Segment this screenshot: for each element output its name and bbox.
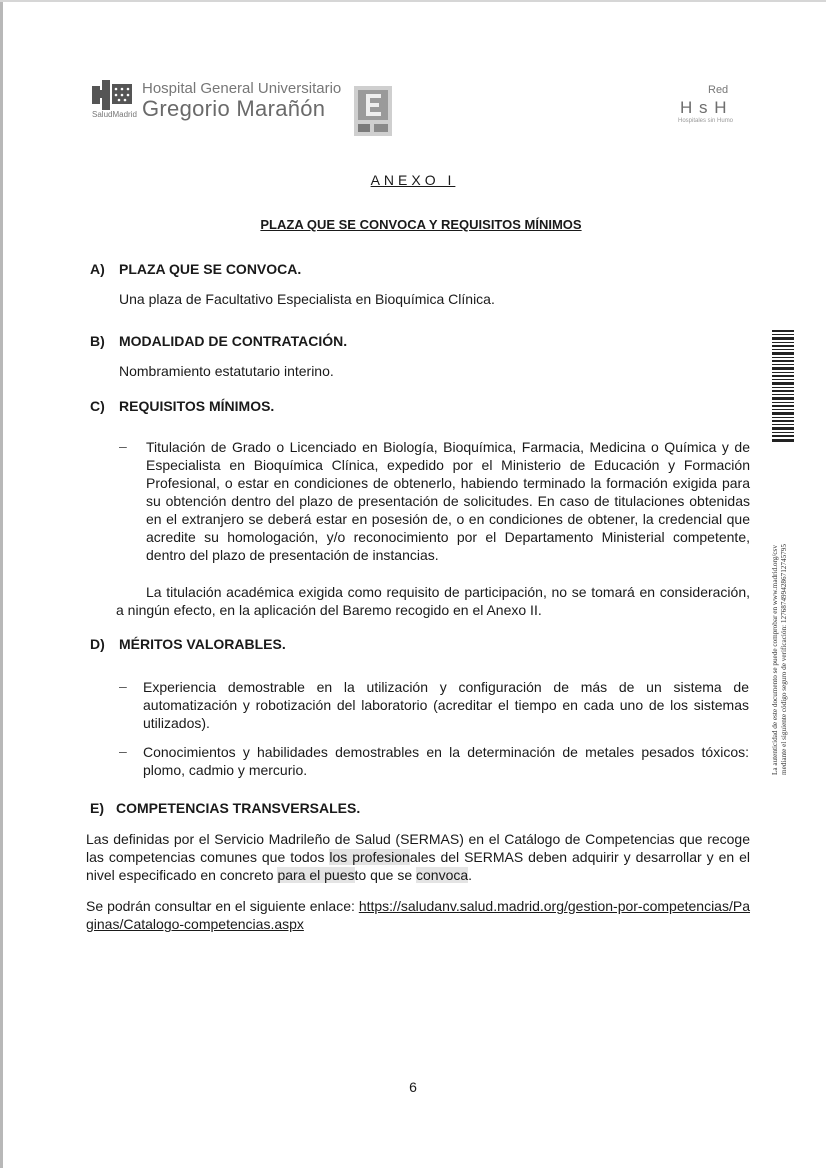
section-d-merit-1: Experiencia demostrable en la utilización y configuración de más de un sistema de automatización y robotización del laboratorio (acreditar el tiempo en cada uno de los sistemas utilizados).	[143, 679, 749, 731]
verification-stamp: La autenticidad de este documento se puede comprobar en www.madrid.org/csv mediante el siguiente código seguro de verificación: 1276874994286712745795	[771, 544, 788, 775]
hospital-logo	[92, 80, 392, 140]
section-e-link-paragraph: Se podrán consultar en el siguiente enlace: https://saludanv.salud.madrid.org/gestion-por-competencias/Paginas/Catalogo-competencias.aspx	[86, 898, 750, 932]
hsh-label: H s H	[680, 98, 728, 117]
competencias-link[interactable]: https://saludanv.salud.madrid.org/gestion-por-competencias/Paginas/Catalogo-competencias.aspx	[86, 898, 750, 932]
bullet-dash: –	[119, 438, 127, 454]
scan-top-edge	[0, 0, 826, 2]
section-b-body: Nombramiento estatutario interino.	[119, 363, 334, 379]
section-d-letter: D)	[90, 636, 105, 652]
barcode	[772, 330, 794, 442]
section-d-merit-2: Conocimientos y habilidades demostrables en la determinación de metales pesados tóxicos: plomo, cadmio y mercurio.	[143, 744, 749, 778]
highlight: para el pues	[277, 867, 355, 883]
section-b-letter: B)	[90, 333, 105, 349]
highlight: los profesion	[329, 849, 410, 865]
page-subtitle: PLAZA QUE SE CONVOCA Y REQUISITOS MÍNIMOS	[260, 217, 582, 232]
section-a-title: PLAZA QUE SE CONVOCA.	[119, 261, 302, 277]
red-hsh-logo	[676, 84, 786, 130]
section-e-letter: E)	[90, 800, 104, 816]
section-c-requirement: Titulación de Grado o Licenciado en Biología, Bioquímica, Farmacia, Medicina o Química y de Especialista en Bioquímica Clínica, expedido por el Ministerio de Educación y Formación Profesional, o estar en condiciones de obtenerlo, habiendo terminado la formación exigida para su obtención dentro del plazo de presentación de solicitudes. En caso de titulaciones obtenidas en el extranjero se deberá estar en posesión de, o en condiciones de obtener, la credencial que acredite su homologación, y/o reconocimiento por el Departamento Ministerial competente, dentro del plazo de presentación de instancias.	[146, 439, 750, 563]
section-a-body: Una plaza de Facultativo Especialista en Bioquímica Clínica.	[119, 291, 495, 307]
highlight: convoca	[416, 867, 469, 883]
hsh-subtitle: Hospitales sin Humo	[678, 118, 734, 124]
hospital-name-line1: Hospital General Universitario	[142, 80, 342, 97]
bullet-dash: –	[119, 743, 127, 759]
section-c-title: REQUISITOS MÍNIMOS.	[119, 398, 275, 414]
section-c-note: La titulación académica exigida como requisito de participación, no se tomará en consideración, a ningún efecto, en la aplicación del Baremo recogido en el Anexo II.	[116, 584, 750, 618]
comunidad-madrid-icon	[92, 80, 134, 110]
salud-madrid-label: SaludMadrid	[92, 110, 137, 119]
section-d-title: MÉRITOS VALORABLES.	[119, 636, 286, 652]
bullet-dash: –	[119, 678, 127, 694]
section-e-title: COMPETENCIAS TRANSVERSALES.	[116, 800, 361, 816]
hospital-name-line2: Gregorio Marañón	[142, 96, 326, 121]
page-title: ANEXO I	[370, 172, 456, 188]
e-quality-seal-icon	[354, 86, 392, 136]
section-c-letter: C)	[90, 398, 105, 414]
section-e-body: Las definidas por el Servicio Madrileño de Salud (SERMAS) en el Catálogo de Competencias que recoge las competencias comunes que todos los profesionales del SERMAS deben adquirir y desarrollar y en el nivel especificado en concreto para el puesto que se convoca.	[86, 831, 750, 883]
page-number: 6	[409, 1079, 417, 1095]
section-a-letter: A)	[90, 261, 105, 277]
red-label: Red	[708, 84, 729, 96]
section-b-title: MODALIDAD DE CONTRATACIÓN.	[119, 333, 348, 349]
